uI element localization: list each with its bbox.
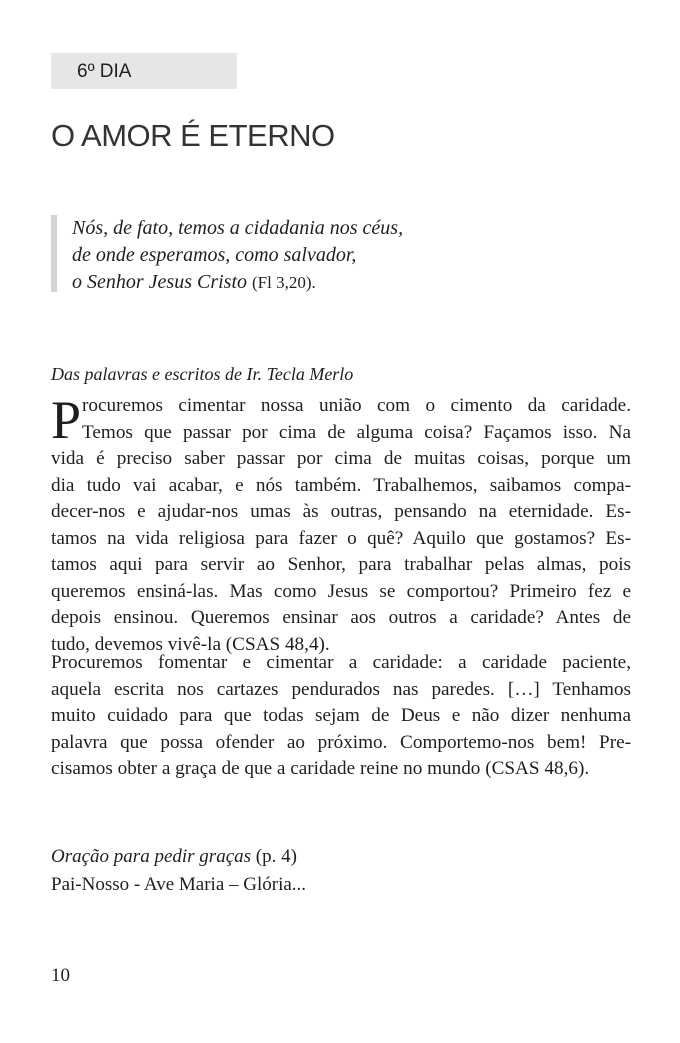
body-paragraph: [51, 390, 631, 658]
drop-cap: P: [51, 390, 82, 450]
text-line: queremos ensiná-las. Mas como Jesus se comportou? Primeiro fez e: [51, 580, 631, 602]
text-line: decer-nos e ajudar-nos umas às outras, pensando na eternidade. Es-: [51, 501, 631, 522]
prayer-page-ref: (p. 4): [255, 846, 297, 867]
prayer-title: Oração para pedir graças: [51, 846, 252, 867]
text-line: tamos na vida religiosa para fazer o quê? Aquilo que gostamos? Es-: [51, 527, 631, 549]
text-line: rocuremos cimentar nossa união com o cimento da caridade.: [82, 395, 631, 416]
body-paragraph: [51, 650, 631, 783]
epigraph-reference: (Fl 3,20).: [252, 273, 316, 292]
quote-bar: [51, 215, 57, 292]
chapter-title: O AMOR É ETERNO: [51, 118, 335, 153]
text-line: cisamos obter a graça de que a caridade reine no mundo (CSAS 48,6).: [51, 758, 590, 779]
source-heading: Das palavras e escritos de Ir. Tecla Merlo: [51, 364, 354, 384]
epigraph-line: de onde esperamos, como salvador,: [72, 244, 357, 266]
epigraph-line: Nós, de fato, temos a cidadania nos céus,: [72, 217, 404, 239]
text-line: depois ensinou. Queremos ensinar aos outros a caridade? Antes de: [51, 607, 631, 628]
text-line: muito cuidado para que todas sejam de Deus e não dizer nenhuma: [51, 705, 631, 726]
text-line: Procuremos fomentar e cimentar a caridade: a caridade paciente,: [51, 652, 631, 673]
epigraph-line: [72, 271, 316, 294]
page-number: 10: [51, 965, 70, 986]
epigraph-line-text: o Senhor Jesus Cristo: [72, 271, 247, 293]
text-line: tudo, devemos vivê-la (CSAS 48,4).: [51, 633, 330, 655]
day-label-box: [51, 53, 237, 89]
day-label: 6º DIA: [77, 61, 132, 82]
text-line: palavra que possa ofender ao próximo. Comportemo-nos bem! Pre-: [51, 731, 631, 753]
text-line: Temos que passar por cima de alguma coisa? Façamos isso. Na: [82, 421, 631, 443]
prayer-heading: [51, 846, 297, 868]
text-line: tamos aqui para servir ao Senhor, para trabalhar pelas almas, pois: [51, 554, 631, 575]
text-line: dia tudo vai acabar, e nós também. Trabalhemos, saibamos compa-: [51, 474, 631, 496]
prayer-text: Pai-Nosso - Ave Maria – Glória...: [51, 874, 307, 895]
text-line: aquela escrita nos cartazes pendurados nas paredes. […] Tenhamos: [51, 678, 631, 700]
text-line: vida é preciso saber passar por cima de muitas coisas, porque um: [51, 448, 631, 469]
